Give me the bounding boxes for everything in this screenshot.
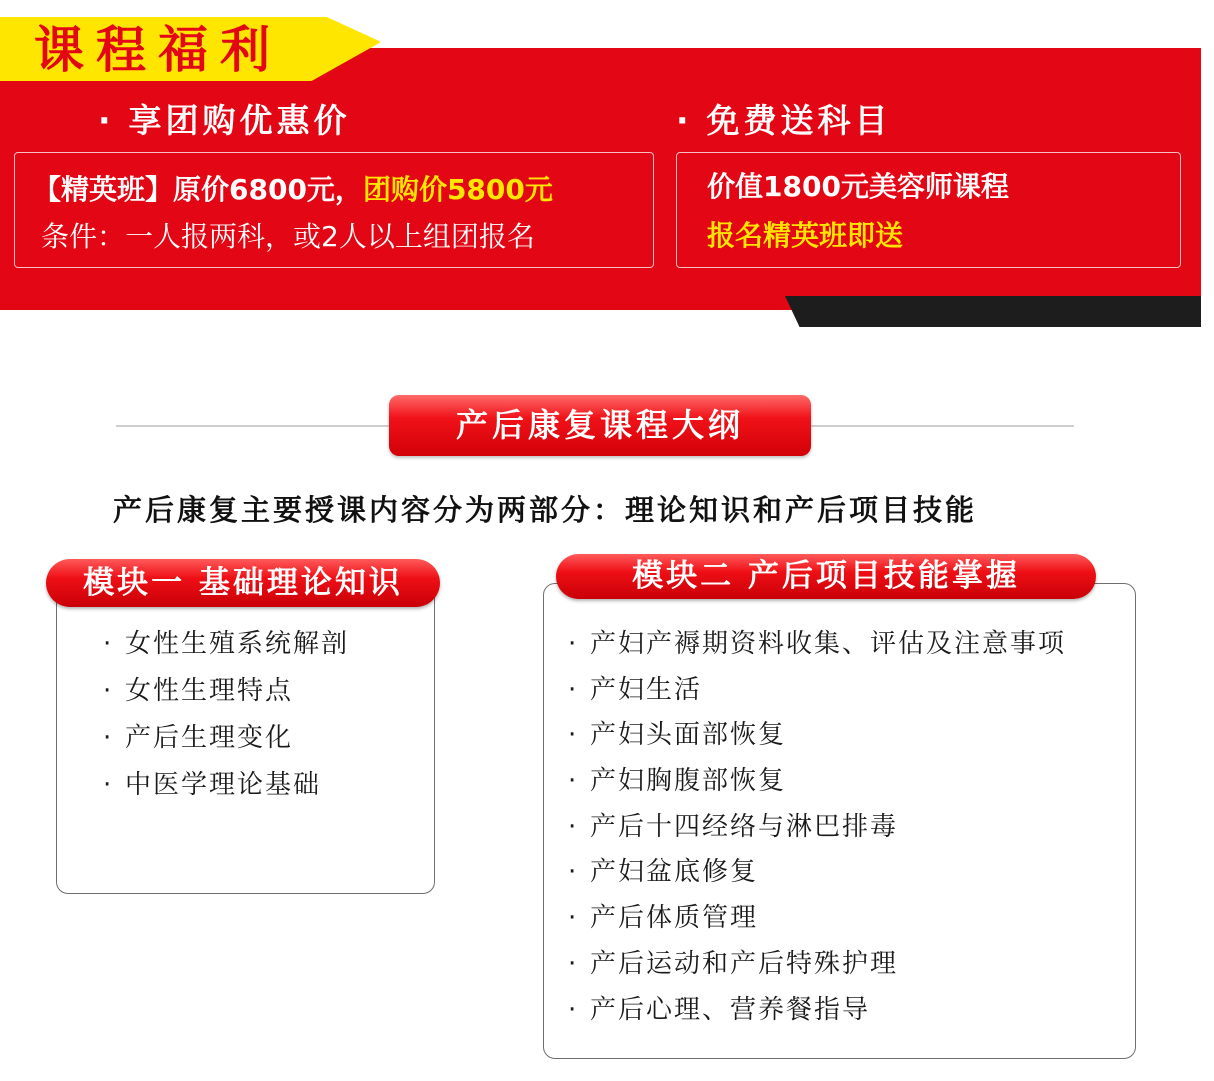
right-benefit-heading [676,101,892,141]
bullet-dot: · [676,101,693,140]
bullet-dot: · [103,629,114,659]
group-price-box [14,152,654,268]
bullet-dot: · [568,720,579,751]
list-item-text: 产后运动和产后特殊护理 [590,948,899,979]
list-item-text: 产后心理、营养餐指导 [590,994,871,1025]
bullet-dot: · [568,629,579,659]
list-item [568,622,1066,668]
list-item [568,850,1066,896]
group-price-highlight: 团购价5800元 [362,173,553,206]
module-two-card [543,583,1136,1059]
bullet-dot: · [568,948,579,979]
bullet-dot: · [568,766,579,797]
list-item-text: 产妇产褥期资料收集、评估及注意事项 [590,629,1067,659]
module-two-title: 模块二 产后项目技能掌握 [556,554,1096,599]
list-item-text: 女性生理特点 [125,676,294,706]
panel-shadow-strip [785,296,1201,327]
module-one-list [103,621,349,809]
list-item-text: 产妇胸腹部恢复 [590,766,787,797]
free-course-value-text: 价值1800元美容师课程 [707,170,1009,203]
list-item [103,668,349,715]
group-condition-text: 条件：一人报两科，或2人以上组团报名 [41,220,535,253]
list-item-text: 产后十四经络与淋巴排毒 [590,811,899,842]
list-item-text: 中医学理论基础 [125,770,322,800]
list-item [103,715,349,762]
group-price-line [33,170,553,210]
bullet-dot: · [103,723,114,753]
bullet-dot: · [103,770,114,800]
free-course-condition-text: 报名精英班即送 [707,219,904,252]
left-benefit-heading [98,101,351,141]
list-item-text: 产妇头面部恢复 [590,720,787,751]
list-item [568,942,1066,988]
module-two-list [568,622,1066,1033]
list-item [568,805,1066,851]
original-price-text: 【精英班】原价6800元， [33,173,363,206]
list-item [568,668,1066,714]
bullet-dot: · [568,674,579,705]
bullet-dot: · [568,811,579,842]
left-benefit-heading-text: 享团购优惠价 [128,101,351,140]
outline-title: 产后康复课程大纲 [389,395,811,456]
list-item [568,713,1066,759]
list-item-text: 产后体质管理 [590,903,759,934]
list-item-text: 女性生殖系统解剖 [125,629,350,659]
list-item [568,759,1066,805]
list-item [568,896,1066,942]
list-item-text: 产后生理变化 [125,723,294,753]
bullet-dot: · [103,676,114,706]
outline-intro: 产后康复主要授课内容分为两部分：理论知识和产后项目技能 [113,493,978,527]
benefits-title: 课程福利 [34,21,282,79]
list-item-text: 产妇盆底修复 [590,857,759,888]
bullet-dot: · [568,994,579,1025]
bullet-dot: · [568,857,579,888]
bullet-dot: · [98,101,115,140]
list-item [103,762,349,809]
module-one-title: 模块一 基础理论知识 [46,559,440,607]
list-item-text: 产妇生活 [590,674,703,705]
bullet-dot: · [568,903,579,934]
list-item [568,988,1066,1034]
free-course-box [676,152,1181,268]
right-benefit-heading-text: 免费送科目 [706,101,892,140]
list-item [103,621,349,668]
module-one-card [56,584,435,894]
